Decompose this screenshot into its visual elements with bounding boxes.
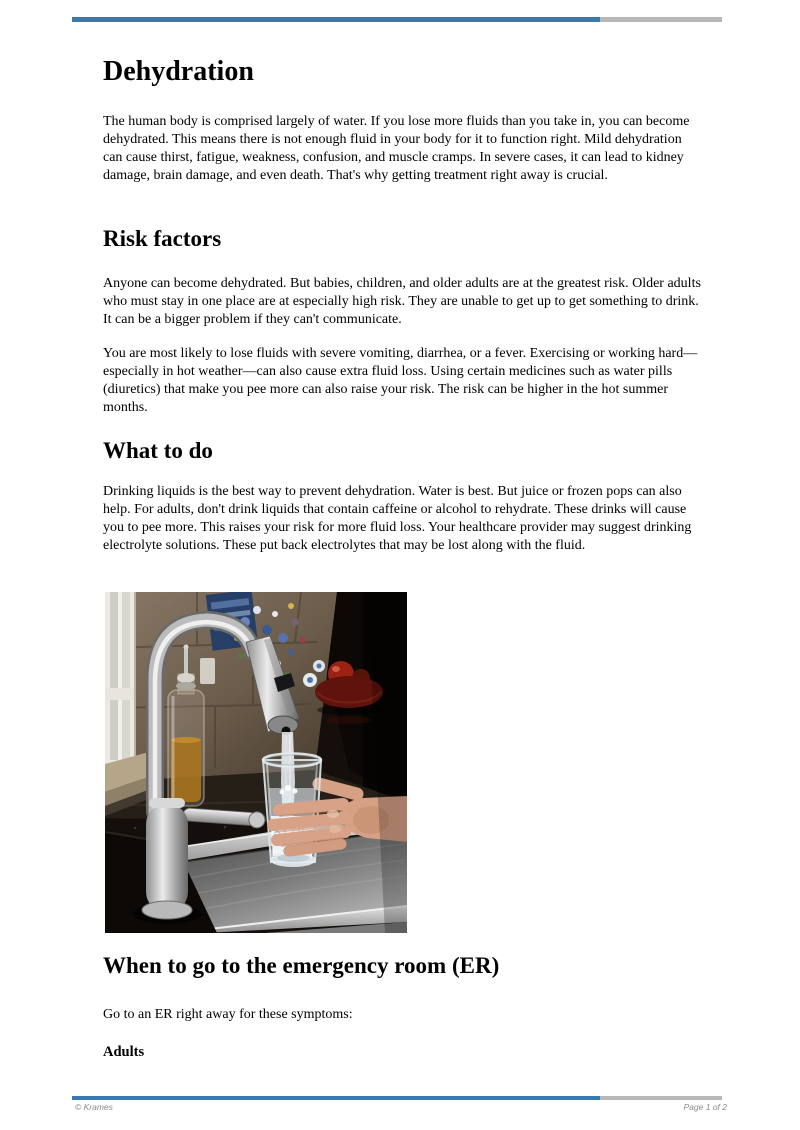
footer-copyright: © Krames xyxy=(75,1102,113,1112)
light-switch xyxy=(200,658,215,684)
heading-er: When to go to the emergency room (ER) xyxy=(103,953,500,978)
faucet-water-glass-photo xyxy=(105,592,407,933)
footer-rule-gray xyxy=(600,1096,722,1100)
footer-rule-blue xyxy=(72,1096,600,1100)
footer-page-number: Page 1 of 2 xyxy=(683,1102,727,1112)
subheading-adults: Adults xyxy=(103,1044,145,1060)
heading-risk-factors: Risk factors xyxy=(103,226,222,251)
heading-what-to-do: What to do xyxy=(103,438,213,463)
intro-paragraph: The human body is comprised largely of water. If you lose more fluids than you take in, you can become dehydrated. This means there is not enough fluid in your body for it to function right. Mild dehydration can cause thirst, fatigue, weakness, confusion, and muscle cramps. In severe cases, it can lead to kidney damage, brain damage, and even death. That's why getting treatment right away is crucial. xyxy=(103,114,690,183)
fingers xyxy=(273,804,346,851)
faucet-photo-illustration xyxy=(105,592,407,933)
faucet-base xyxy=(146,804,188,912)
what-paragraph-1: Drinking liquids is the best way to prevent dehydration. Water is best. But juice or frozen pops can also help. For adults, don't drink liquids that contain caffeine or alcohol to rehydrate. These drinks will cause you to pee more. This raises your risk for more fluid loss. Your healthcare provider may suggest drinking electrolyte solutions. These put back electrolytes that may be lost along with the fluid. xyxy=(103,484,692,553)
page-title: Dehydration xyxy=(103,56,254,87)
top-rule-blue xyxy=(72,17,600,22)
top-rule-gray xyxy=(600,17,722,22)
er-paragraph-1: Go to an ER right away for these symptoms: xyxy=(103,1007,353,1022)
risk-paragraph-2: You are most likely to lose fluids with severe vomiting, diarrhea, or a fever. Exercising or working hard—especially in hot weather—can also cause extra fluid loss. Using certain medicines such as water pills (diuretics) that make you pee more can also raise your risk. The risk can be higher in the hot summer months. xyxy=(103,346,698,415)
risk-paragraph-1: Anyone can become dehydrated. But babies, children, and older adults are at the greatest risk. Older adults who must stay in one place are at especially high risk. They are unable to get up to get something to drink. It can be a bigger problem if they can't communicate. xyxy=(103,276,701,327)
